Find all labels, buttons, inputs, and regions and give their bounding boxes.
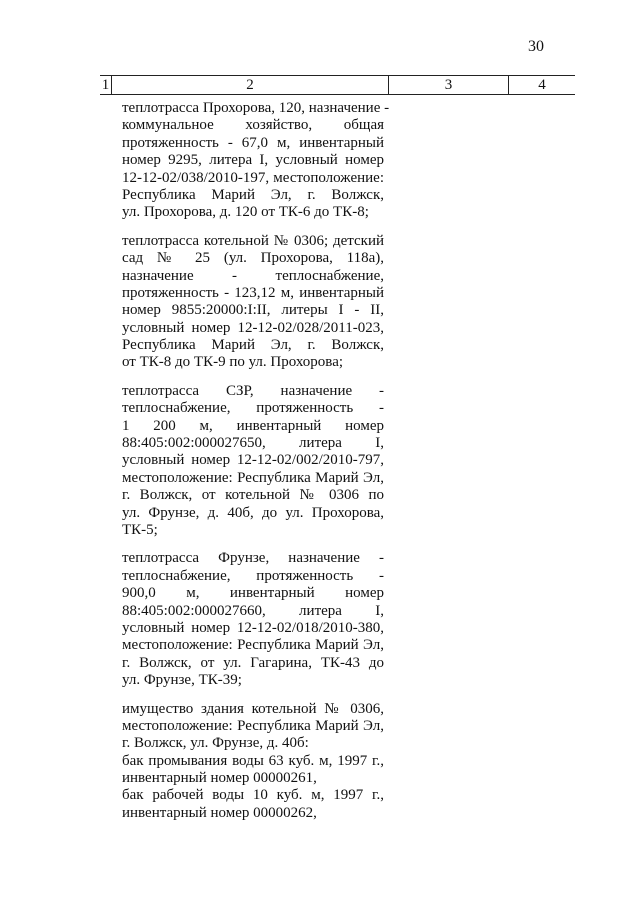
text-line: сад № 25 (ул. Прохорова, 118а), [122,250,384,267]
property-entry [122,100,390,222]
text-line: 12-12-02/038/2010-197, местоположение: [122,169,384,186]
text-line: ТК-5; [122,521,158,538]
text-line: от ТК-8 до ТК-9 по ул. Прохорова; [122,354,344,371]
text-line: Республика Марий Эл, г. Волжск, [122,186,384,203]
text-line: 1 200 м, инвентарный номер [122,417,384,434]
text-line: имущество здания котельной № 0306, [122,700,384,717]
text-line: теплотрасса СЗР, назначение - [122,382,384,399]
text-line: 88:405:002:000027660, литера I, [122,602,384,619]
text-line: теплоснабжение, протяженность - [122,400,384,417]
text-line: 900,0 м, инвентарный номер [122,585,384,602]
text-line: номер 9855:20000:I:II, литеры I - II, [122,302,384,319]
text-line: теплотрасса Прохорова, 120, назначение - [122,100,390,116]
text-line: инвентарный номер 00000262, [122,804,317,821]
text-line: теплотрасса Фрунзе, назначение - [122,550,384,567]
text-line: условный номер 12-12-02/018/2010-380, [122,619,384,636]
text-line: теплоснабжение, протяженность - [122,567,384,584]
text-line: условный номер 12-12-02/002/2010-797, [122,452,384,469]
column-header-3: 3 [389,76,509,94]
text-line: номер 9295, литера I, условный номер [122,152,384,169]
text-line: местоположение: Республика Марий Эл, [122,637,384,654]
text-line: протяженность - 123,12 м, инвентарный [122,284,384,301]
property-entry [122,383,384,540]
table-header-row [100,75,575,95]
table-cell-column-2 [122,100,390,833]
text-line: протяженность - 67,0 м, инвентарный [122,134,384,151]
column-header-2: 2 [112,76,389,94]
text-line: 88:405:002:000027650, литера I, [122,435,384,452]
text-line: бак промывания воды 63 куб. м, 1997 г., [122,752,384,769]
text-line: г. Волжск, от ул. Гагарина, ТК-43 до [122,654,384,671]
text-line: местоположение: Республика Марий Эл, [122,717,384,734]
property-entry [122,701,384,823]
text-line: назначение - теплоснабжение, [122,267,384,284]
text-line: коммунальное хозяйство, общая [122,117,384,134]
text-line: Республика Марий Эл, г. Волжск, [122,337,384,354]
text-line: условный номер 12-12-02/028/2011-023, [122,319,384,336]
text-line: г. Волжск, ул. Фрунзе, д. 40б: [122,735,309,752]
property-entry [122,550,384,689]
page-number: 30 [528,38,544,55]
text-line: теплотрасса котельной № 0306; детский [122,232,384,249]
text-line: ул. Фрунзе, ТК-39; [122,672,242,689]
column-header-1: 1 [100,76,112,94]
column-header-4: 4 [538,77,546,93]
text-line: г. Волжск, от котельной № 0306 по [122,487,384,504]
text-line: бак рабочей воды 10 куб. м, 1997 г., [122,787,384,804]
text-line: ул. Фрунзе, д. 40б, до ул. Прохорова, [122,504,384,521]
property-entry [122,233,384,372]
text-line: местоположение: Республика Марий Эл, [122,469,384,486]
text-line: ул. Прохорова, д. 120 от ТК-6 до ТК-8; [122,204,369,221]
text-line: инвентарный номер 00000261, [122,770,317,787]
